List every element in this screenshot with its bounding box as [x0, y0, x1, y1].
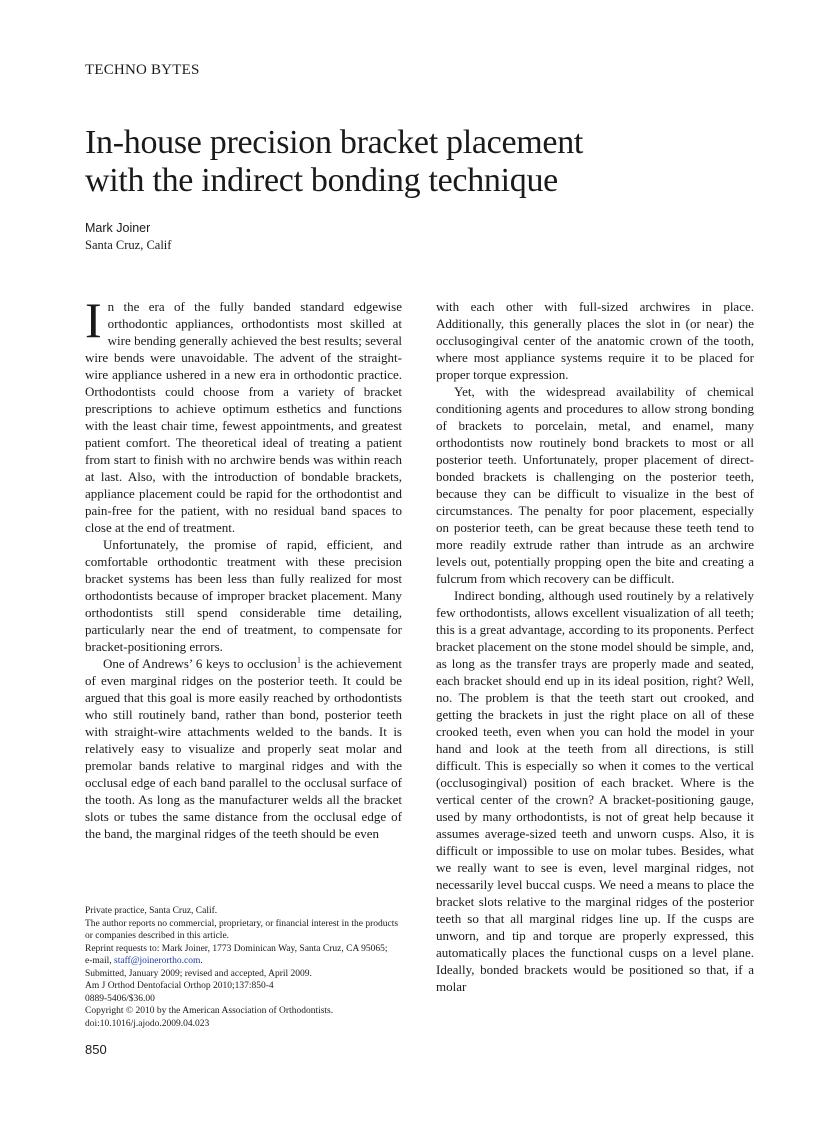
footnote-reprint: Reprint requests to: Mark Joiner, 1773 Dominican Way, Santa Cruz, CA 95065; [85, 943, 388, 954]
author-name: Mark Joiner [85, 221, 151, 235]
footnote-practice: Private practice, Santa Cruz, Calif. [85, 906, 218, 916]
reference-superscript[interactable]: 1 [296, 655, 301, 665]
paragraph: with each other with full-sized archwires in place. Additionally, this generally places the slot in (or near) the occlusogingival center of the anatomic crown of the tooth, where most appliance systems require it to be placed for proper torque expression. [436, 299, 754, 382]
paragraph [85, 292, 402, 536]
title-line-1: In-house precision bracket placement [85, 124, 584, 161]
paragraph-text: is the achievement of even marginal ridges on the posterior teeth. It could be argued that this goal is more easily reached by orthodontists who still routinely band, rather than bond, posterior teeth with straight-wire attachments welded to the bands. It is relatively easy to visualize and properly seat molar and premolar bands relative to marginal ridges and with the occlusal edge of each band parallel to the occlusal surface of the tooth. As long as the manufacturer welds all the bracket slots or tubes the same distance from the occlusal edge of the band, the marginal ridges of the teeth should be even [85, 656, 402, 841]
paragraph-text: n the era of the fully banded standard edgewise orthodontic appliances, orthodontists most skilled at wire bending generally achieved the best results; several wire bends were unavoidable. The advent of the straight-wire appliance ushered in a new era in orthodontic practice. Orthodontists could choose from a variety of bracket prescriptions to achieve optimum esthetics and functions with the least chair time, fewest appointments, and greatest patient comfort. The theoretical ideal of treating a patient from start to finish with no archwire bends was within reach at last. Also, with the introduction of bondable brackets, appliance placement could be rapid for the orthodontist and pain-free for the patient, with no residual band spaces to close at the end of treatment. [85, 299, 402, 535]
email-prefix: e-mail, [85, 956, 115, 966]
paragraph: Unfortunately, the promise of rapid, efficient, and comfortable orthodontic treatment with these precision bracket systems has been less than fully realized for most orthodontists because of improper bracket placement. Many orthodontists still spend considerable time detailing, particularly near the end of treatment, to compensate for bracket-positioning errors. [85, 537, 402, 654]
author-affiliation: Santa Cruz, Calif [85, 238, 172, 252]
footnote-email [85, 955, 402, 968]
footnote-copyright: Copyright © 2010 by the American Association of Orthodontists. [85, 1006, 334, 1016]
paragraph: Yet, with the widespread availability of chemical conditioning agents and procedures to allow strong bonding of brackets to porcelain, metal, and enamel, many orthodontists now routinely bond brackets to most or all posterior teeth. Unfortunately, proper placement of direct-bonded brackets is challenging on the posterior teeth, because they can be difficult to visualize in the best of circumstances. The penalty for poor placement, especially on posterior teeth, can be great because these teeth tend to more readily extrude rather than intrude as an archwire levels out, potentially propping open the bite and creating a fulcrum from which recovery can be difficult. [436, 384, 754, 586]
paragraph: Indirect bonding, although used routinely by a relatively few orthodontists, allows excellent visualization of all teeth; this is a great advantage, according to its proponents. Perfect bracket placement on the stone model should be simple, and, as long as the transfer trays are properly made and seated, each bracket should end up in its ideal position, right? Well, no. The problem is that the teeth start out crooked, and getting the brackets in just the right place on all of these crooked teeth, even when you can hold the model in your hand and look at the teeth from all directions, is still difficult. This is especially so when it comes to the vertical (occlusogingival) position of each bracket. Where is the vertical center of the crown? A bracket-positioning gauge, used by many orthodontists, is not of great help because it assumes average-sized teeth and unworn cusps. Also, it is difficult or impossible to use on molar tubes. Besides, what we really want to see is even, level marginal ridges, not necessarily level buccal cusps. We need a means to place the bracket slots relative to the marginal ridges of the posterior teeth so that all marginal ridges line up. If the cusps are unworn, and tip and torque are properly expressed, this automatically places the functional cusps on a level plane. Ideally, bonded brackets would be positioned so that, if a molar [436, 588, 754, 994]
title-line-2: with the indirect bonding technique [85, 162, 558, 199]
right-column [436, 298, 754, 995]
email-link[interactable]: staff@joinerortho.com [114, 956, 201, 966]
page-number: 850 [85, 1042, 107, 1057]
footnote-doi: doi:10.1016/j.ajodo.2009.04.023 [85, 1018, 210, 1029]
footnote-disclosure: The author reports no commercial, proprietary, or financial interest in the products or companies described in this article. [85, 918, 399, 941]
footnote-issn: 0889-5406/$36.00 [85, 993, 155, 1004]
article-title [85, 124, 725, 200]
paragraph-text: One of Andrews’ 6 keys to occlusion [103, 656, 297, 671]
drop-cap: I [85, 292, 102, 348]
section-label: TECHNO BYTES [85, 62, 200, 78]
left-column [85, 292, 402, 842]
footnotes [85, 905, 402, 1030]
email-suffix: . [200, 956, 203, 966]
paragraph [85, 655, 402, 842]
footnote-citation: Am J Orthod Dentofacial Orthop 2010;137:850-4 [85, 981, 274, 991]
footnote-submitted: Submitted, January 2009; revised and accepted, April 2009. [85, 968, 312, 979]
